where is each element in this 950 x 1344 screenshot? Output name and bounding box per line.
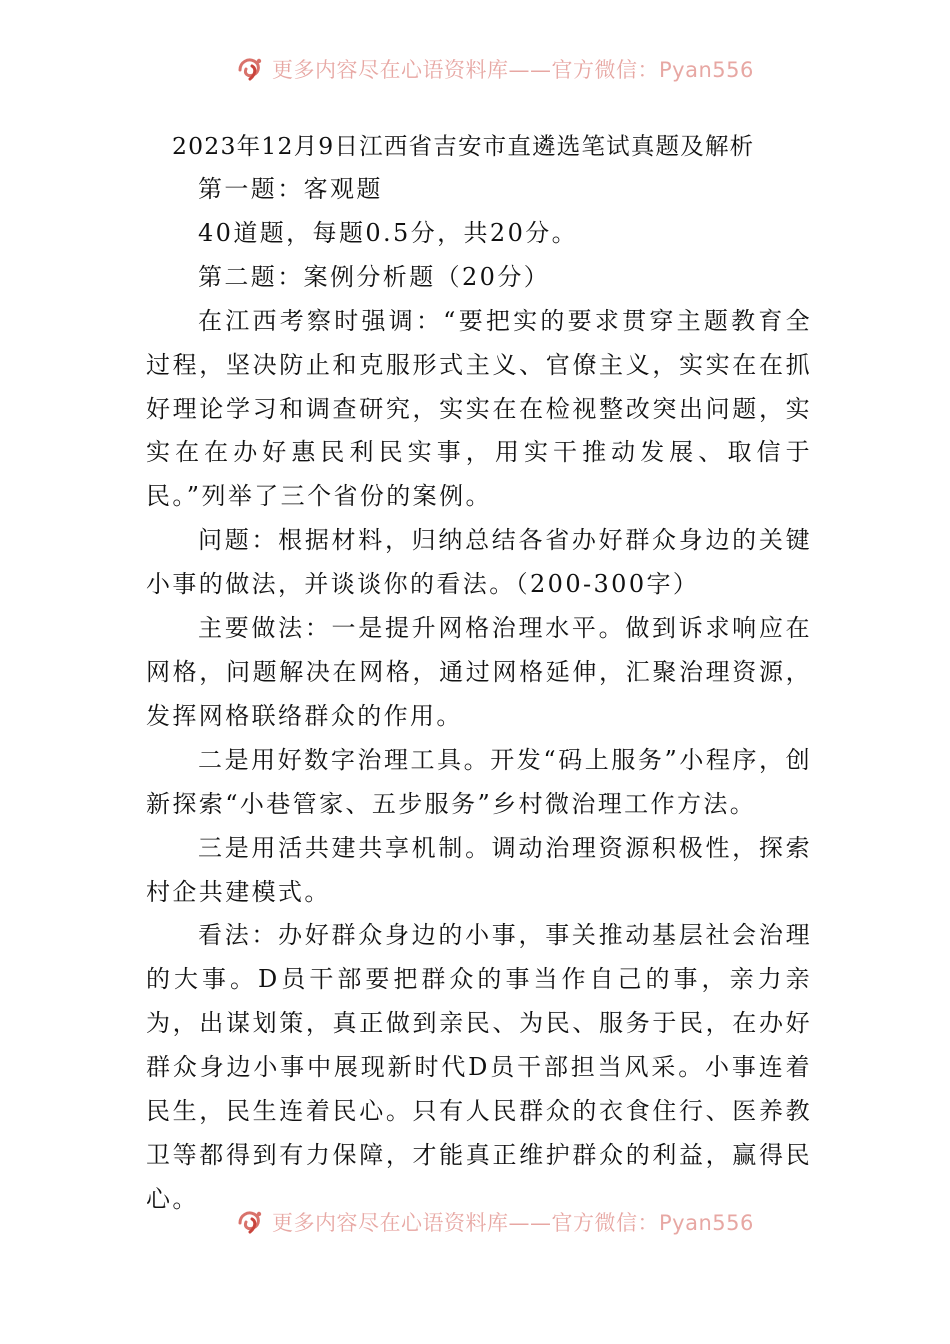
paragraph-material: 在江西考察时强调：“要把实的要求贯穿主题教育全过程，坚决防止和克服形式主义、官僚主义，实实在在抓好理论学习和调查研究，实实在在检视整改突出问题，实实在在办好惠民利民实事，用实干推动发展、取信于民。”列举了三个省份的案例。 [146, 306, 812, 511]
paragraph-section-1-detail: 40道题，每题0.5分，共20分。 [198, 218, 579, 247]
paragraph-method-1: 主要做法：一是提升网格治理水平。做到诉求响应在网格，问题解决在网格，通过网格延伸，汇聚治理资源，发挥网格联络群众的作用。 [146, 614, 812, 730]
brand-logo-icon [236, 54, 266, 84]
header-watermark [0, 52, 950, 92]
watermark-text: 更多内容尽在心语资料库——官方微信：Pyan556 [272, 1211, 754, 1235]
document-title: 2023年12月9日江西省吉安市直遴选笔试真题及解析 [172, 132, 755, 160]
watermark-text: 更多内容尽在心语资料库——官方微信：Pyan556 [272, 58, 754, 82]
document-body [146, 124, 812, 1222]
brand-logo-icon [236, 1207, 266, 1237]
paragraph-question: 问题：根据材料，归纳总结各省办好群众身边的关键小事的做法，并谈谈你的看法。（200-300字） [146, 526, 812, 599]
paragraph-opinion: 看法：办好群众身边的小事，事关推动基层社会治理的大事。D员干部要把群众的事当作自己的事，亲力亲为，出谋划策，真正做到亲民、为民、服务于民，在办好群众身边小事中展现新时代D员干部担当风采。小事连着民生，民生连着民心。只有人民群众的衣食住行、医养教卫等都得到有力保障，才能真正维护群众的利益，赢得民心。 [146, 921, 812, 1213]
paragraph-method-2: 二是用好数字治理工具。开发“码上服务”小程序，创新探索“小巷管家、五步服务”乡村微治理工作方法。 [146, 745, 812, 818]
paragraph-section-2: 第二题：案例分析题（20分） [198, 262, 551, 291]
paragraph-section-1: 第一题：客观题 [198, 175, 383, 203]
footer-watermark [0, 1205, 950, 1245]
paragraph-method-3: 三是用活共建共享机制。调动治理资源积极性，探索村企共建模式。 [146, 833, 812, 906]
